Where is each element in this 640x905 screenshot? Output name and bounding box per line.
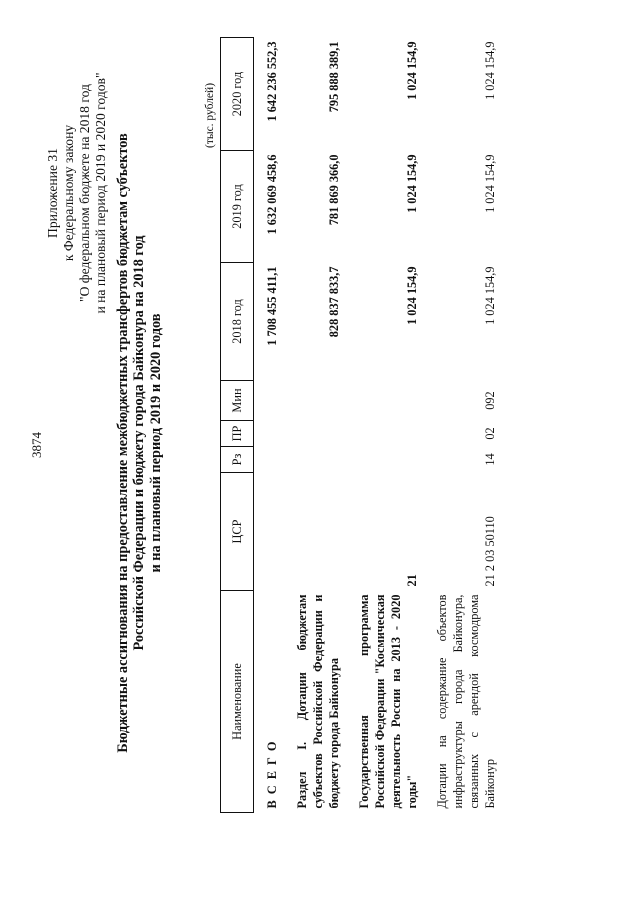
table-header-row	[221, 38, 254, 813]
row-2020: 795 888 389,1	[327, 41, 341, 113]
appendix-line: Приложение 31	[45, 148, 60, 238]
table-row-total	[254, 38, 285, 813]
title-line: Бюджетные ассигнования на предоставление межбюджетных трансфертов бюджетам субъектов	[115, 133, 131, 753]
row-2019: 781 869 366,0	[327, 154, 341, 226]
row-2019: 1 024 154,9	[405, 154, 419, 213]
row-rz	[254, 447, 285, 473]
row-pr	[346, 421, 424, 447]
table-row-program	[346, 38, 424, 813]
header-rz: Рз	[221, 447, 254, 473]
row-min	[346, 381, 424, 421]
header-2019: 2019 год	[221, 151, 254, 263]
row-min	[284, 381, 346, 421]
document-page	[40, 33, 600, 873]
header-name: Наименование	[221, 591, 254, 813]
row-min	[254, 381, 285, 421]
header-min: Мин	[221, 381, 254, 421]
row-name: Раздел I. Дотации бюджетам субъектов Российской Федерации и бюджету города Байконура	[295, 594, 341, 809]
row-2019: 1 632 069 458,6	[265, 154, 279, 235]
header-2020: 2020 год	[221, 38, 254, 151]
header-csr: ЦСР	[221, 473, 254, 591]
row-rz	[346, 447, 424, 473]
row-name: Дотации на содержание объектов инфраструктуры города Байконура, связанных с арендой космодрома Байконур	[435, 594, 497, 809]
row-rz	[284, 447, 346, 473]
row-2020: 1 024 154,9	[405, 41, 419, 100]
row-name: В С Е Г О	[265, 740, 279, 809]
row-2018: 1 024 154,9	[405, 266, 419, 325]
row-csr	[284, 473, 346, 591]
row-2020: 1 642 236 552,3	[265, 41, 279, 122]
units-label: (тыс. рублей)	[204, 82, 216, 148]
appendix-line: и на плановый период 2019 и 2020 годов"	[93, 72, 108, 314]
row-rz: 14	[483, 453, 497, 466]
row-2018: 1 708 455 411,1	[265, 266, 279, 346]
row-2020: 1 024 154,9	[483, 41, 497, 100]
row-2018: 1 024 154,9	[483, 266, 497, 325]
header-pr: ПР	[221, 421, 254, 447]
header-2018: 2018 год	[221, 263, 254, 381]
page-number: 3874	[29, 432, 44, 458]
row-csr: 21	[405, 574, 419, 587]
row-min: 092	[483, 391, 497, 410]
title-line: Российской Федерации и бюджету города Байконура на 2018 год	[131, 235, 148, 651]
appendix-line: "О федеральном бюджете на 2018 год	[77, 84, 92, 302]
row-csr: 21 2 03 50110	[483, 516, 497, 587]
row-pr: 02	[483, 427, 497, 440]
row-2019: 1 024 154,9	[483, 154, 497, 213]
row-pr	[284, 421, 346, 447]
document-title	[115, 43, 164, 843]
row-csr	[254, 473, 285, 591]
row-pr	[254, 421, 285, 447]
appendix-line: к Федеральному закону	[61, 124, 76, 262]
title-line: и на плановый период 2019 и 2020 годов	[147, 313, 164, 573]
row-2018: 828 837 833,7	[327, 266, 341, 338]
row-name: Государственная программа Российской Федерации "Космическая деятельность России на 2013 - 2020 годы"	[357, 594, 419, 809]
budget-table	[220, 37, 502, 813]
table-row	[424, 38, 502, 813]
table-row-section	[284, 38, 346, 813]
appendix-header	[45, 63, 109, 323]
